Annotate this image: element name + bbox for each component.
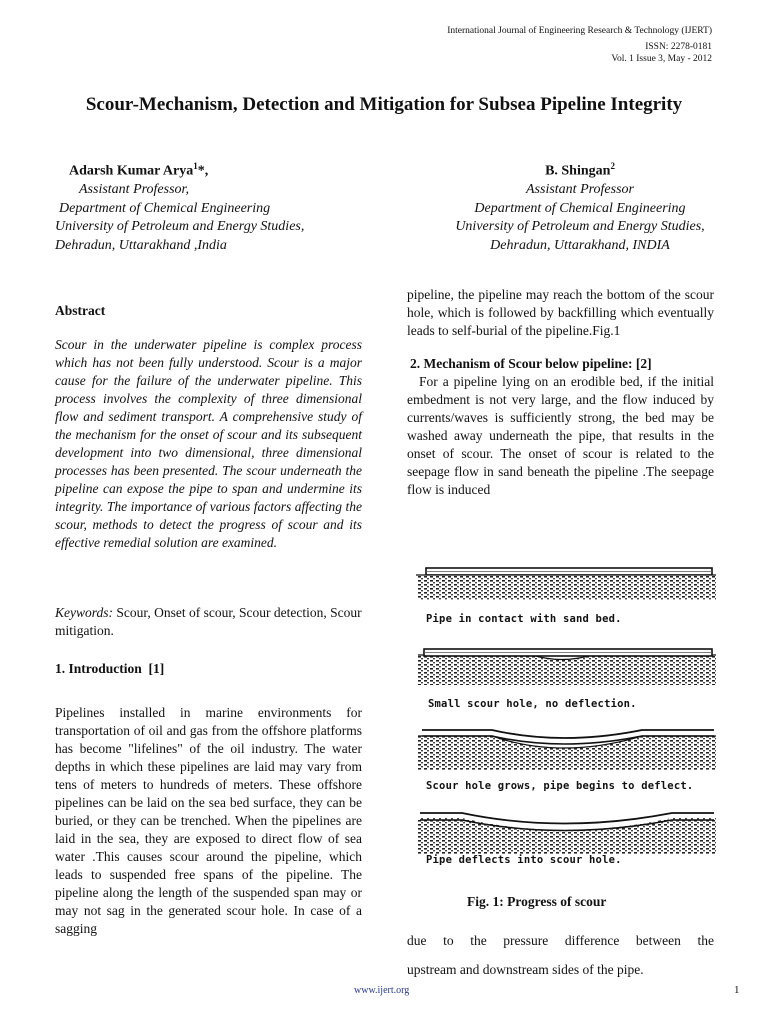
stage-4-sketch bbox=[418, 812, 716, 854]
journal-name: International Journal of Engineering Research & Technology (IJERT) bbox=[447, 26, 712, 36]
author-dept-1: Department of Chemical Engineering bbox=[59, 200, 271, 216]
after-figure-line-1: due to the pressure difference between the bbox=[407, 933, 714, 948]
author-role-1: Assistant Professor, bbox=[79, 182, 189, 198]
page-number: 1 bbox=[734, 984, 740, 996]
author-dept-2: Department of Chemical Engineering bbox=[474, 200, 686, 216]
author-univ-2: University of Petroleum and Energy Studies, bbox=[455, 219, 705, 235]
introduction-heading: 1. Introduction [1] bbox=[55, 661, 165, 676]
author-block-1 bbox=[55, 157, 355, 255]
keywords bbox=[55, 604, 362, 640]
stage-4-label: Pipe deflects into scour hole. bbox=[426, 854, 622, 866]
stage-2-label: Small scour hole, no deflection. bbox=[428, 698, 637, 710]
author-role-2: Assistant Professor bbox=[526, 182, 634, 198]
journal-header bbox=[447, 25, 712, 65]
mechanism-text: For a pipeline lying on an erodible bed, if the initial embedment is not very large, and the flow induced by currents/waves is sufficiently strong, the bed may be washed away underneath the pipe, that results in the onset of scour. The onset of scour is related to the seepage flow in sand beneath the pipeline .The seepage flow is induced bbox=[407, 374, 714, 497]
abstract-heading: Abstract bbox=[55, 303, 106, 318]
stage-2-sketch bbox=[418, 649, 716, 685]
continuation-text: pipeline, the pipeline may reach the bottom of the scour hole, which is followed by backfilling which eventually leads to self-burial of the pipeline.Fig.1 bbox=[407, 287, 714, 338]
author-univ-1: University of Petroleum and Energy Studies, bbox=[55, 219, 305, 235]
author-name-1: Adarsh Kumar Arya$^1$*, bbox=[69, 161, 209, 179]
issn: ISSN: 2278-0181 bbox=[645, 42, 712, 52]
keywords-label: Keywords: bbox=[55, 605, 113, 620]
volume-issue: Vol. 1 Issue 3, May - 2012 bbox=[611, 54, 712, 64]
scour-figure-drawing bbox=[412, 560, 717, 870]
stage-1-sketch bbox=[416, 568, 716, 600]
abstract-text: Scour in the underwater pipeline is complex process which has not been fully understood. Scour is a major cause for the failure of the underwater pipeline. This process involves the complexity of three dimensional flow and sediment transport. A comprehensive study of the mechanism for the onset of scour and its subsequent development into two dimensional, three dimensional processes has been presented. The scour underneath the pipeline can expose the pipe to span and undermine its integrity. The importance of various factors affecting the scour, methods to detect the progress of scour and its effective remedial solution are examined. bbox=[55, 337, 362, 550]
author-place-1: Dehradun, Uttarakhand ,India bbox=[55, 237, 227, 253]
author-name-2: B. Shingan$^2$ bbox=[545, 161, 615, 179]
stage-1-label: Pipe in contact with sand bed. bbox=[426, 613, 622, 625]
introduction-text: Pipelines installed in marine environments for transportation of oil and gas from the offshore platforms has become "lifelines" of the oil industry. The water depths in which these pipelines are laid may vary from tens of meters to hundreds of meters. These offshore pipelines can be laid on the sea bed surface, they can be buried, or they can be trenched. When the pipelines are laid in the sea, they are exposed to direct flow of sea water .This causes scour around the pipeline, which leads to suspended free spans of the pipeline. The pipeline along the length of the suspended span may or may not sag in the generated scour hole. In case of a sagging bbox=[55, 705, 362, 936]
stage-3-label: Scour hole grows, pipe begins to deflect. bbox=[426, 780, 694, 792]
author-block-2 bbox=[420, 157, 740, 255]
paper-title: Scour-Mechanism, Detection and Mitigation for Subsea Pipeline Integrity bbox=[85, 94, 683, 115]
mechanism-heading: 2. Mechanism of Scour below pipeline: [2] bbox=[410, 356, 652, 371]
author-place-2: Dehradun, Uttarakhand, INDIA bbox=[490, 237, 670, 253]
keywords-text: Scour, Onset of scour, Scour detection, Scour mitigation. bbox=[55, 605, 362, 638]
after-figure-line-2: upstream and downstream sides of the pipe. bbox=[407, 962, 644, 977]
stage-3-sketch bbox=[418, 730, 716, 770]
footer-url[interactable]: www.ijert.org bbox=[354, 985, 410, 996]
scour-figure bbox=[412, 560, 717, 870]
figure-caption: Fig. 1: Progress of scour bbox=[467, 894, 607, 909]
